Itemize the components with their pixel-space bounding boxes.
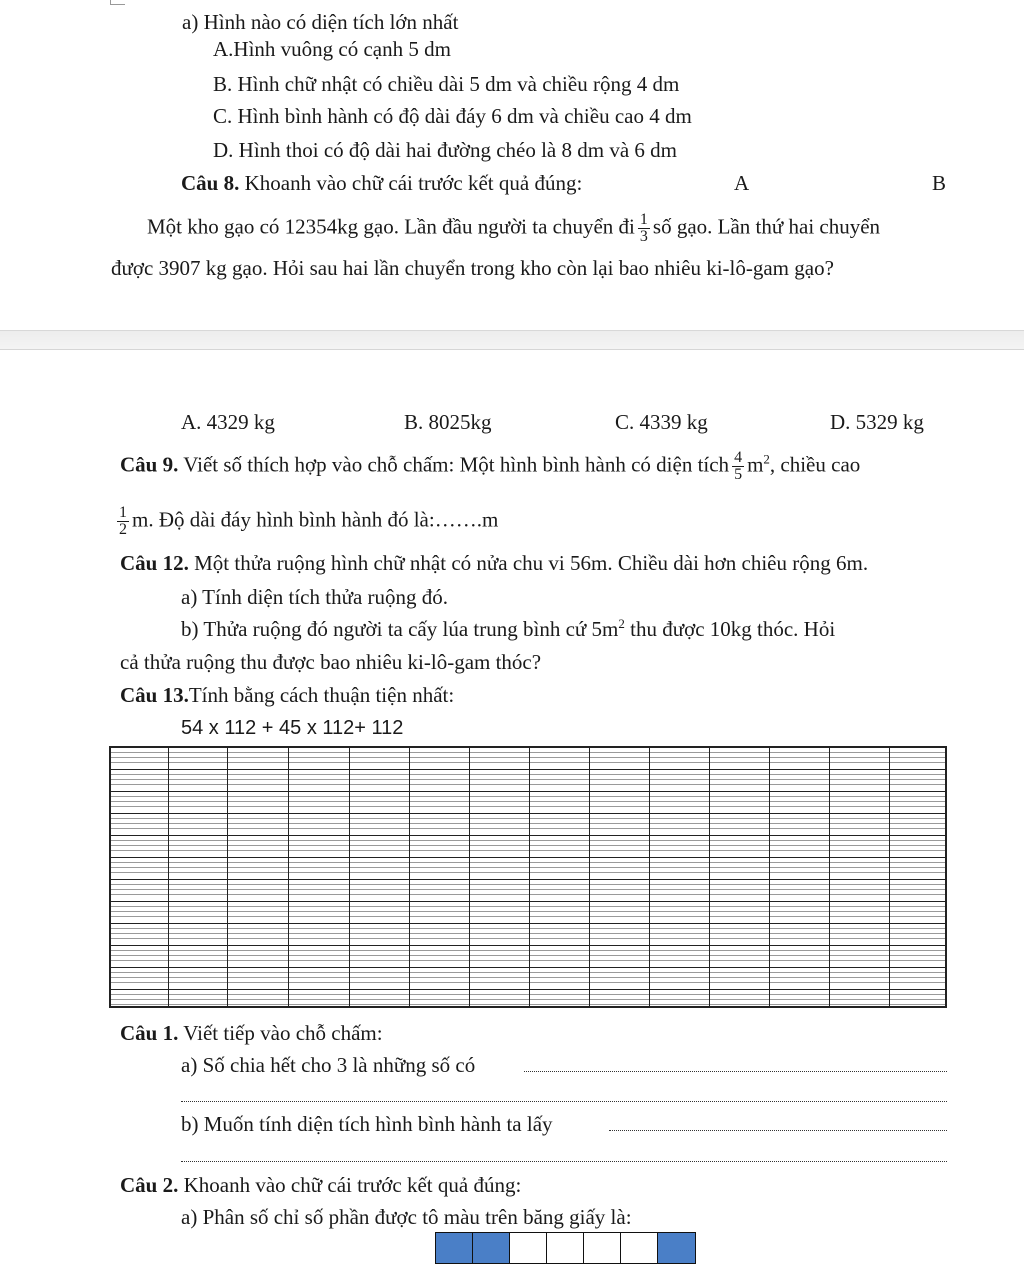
q12-part-b-line xyxy=(181,617,835,641)
q9-text-3: m. Độ dài đáy hình bình hành đó là:…….m xyxy=(132,507,499,532)
q1-line xyxy=(120,1021,383,1045)
q2-label: Câu 2. xyxy=(120,1173,179,1197)
writing-grid xyxy=(109,746,947,1008)
q8-option-a: A. 4329 kg xyxy=(181,410,275,434)
q9-label: Câu 9. xyxy=(120,452,179,477)
q8-side-b: B xyxy=(932,171,947,195)
q7a-prompt: a) Hình nào có diện tích lớn nhất xyxy=(182,10,459,34)
q7a-option-b: B. Hình chữ nhật có chiều dài 5 dm và chiều rộng 4 dm xyxy=(213,72,680,96)
q1-part-b-answer-line-2[interactable] xyxy=(181,1161,947,1162)
grid-column-line xyxy=(889,748,890,1006)
q2-part-a: a) Phân số chỉ số phần được tô màu trên băng giấy là: xyxy=(181,1205,632,1229)
q9-area-exp: 2 xyxy=(763,451,770,467)
q1-label: Câu 1. xyxy=(120,1021,179,1045)
q1-part-b: b) Muốn tính diện tích hình bình hành ta lấy xyxy=(181,1112,553,1136)
grid-column-line xyxy=(349,748,350,1006)
q9-area-unit: m xyxy=(747,452,764,477)
q1-part-a-answer-line[interactable] xyxy=(524,1071,947,1072)
grid-column-line xyxy=(589,748,590,1006)
corner-mark xyxy=(110,0,125,5)
q7a-option-a: A.Hình vuông có cạnh 5 dm xyxy=(213,37,451,61)
strip-cell xyxy=(436,1233,473,1263)
q1-part-a: a) Số chia hết cho 3 là những số có xyxy=(181,1053,476,1077)
q12-part-b-2: thu được 10kg thóc. Hỏi xyxy=(624,617,836,641)
q12-label: Câu 12. xyxy=(120,551,189,575)
q12-part-b-exp: 2 xyxy=(618,616,625,631)
page-break xyxy=(0,331,1024,350)
q8-instruction: Khoanh vào chữ cái trước kết quả đúng: xyxy=(244,171,583,195)
grid-column-line xyxy=(168,748,169,1006)
strip-cell xyxy=(510,1233,547,1263)
strip-cell xyxy=(584,1233,621,1263)
q8-option-c: C. 4339 kg xyxy=(615,410,708,434)
q8-text-1: Một kho gạo có 12354kg gạo. Lần đầu người ta chuyển đi xyxy=(147,214,635,239)
q8-label: Câu 8. xyxy=(181,171,240,195)
q1-part-b-answer-line[interactable] xyxy=(609,1130,947,1131)
q12-part-b-3: cả thửa ruộng thu được bao nhiêu ki-lô-gam thóc? xyxy=(120,650,542,674)
q1-part-a-answer-line-2[interactable] xyxy=(181,1101,947,1102)
q9-area-fraction xyxy=(732,450,744,483)
grid-column-line xyxy=(409,748,410,1006)
q12-part-b-1: b) Thửa ruộng đó người ta cấy lúa trung bình cứ 5m xyxy=(181,617,619,641)
grid-column-line xyxy=(649,748,650,1006)
q9-line-1 xyxy=(120,450,860,483)
q8-text-3: được 3907 kg gạo. Hỏi sau hai lần chuyển trong kho còn lại bao nhiêu ki-lô-gam gạo? xyxy=(111,256,834,280)
q8-option-b: B. 8025kg xyxy=(404,410,492,434)
grid-column-line xyxy=(709,748,710,1006)
q8-option-d: D. 5329 kg xyxy=(830,410,924,434)
q13-text: Tính bằng cách thuận tiện nhất: xyxy=(188,683,455,707)
q8-frac-den: 3 xyxy=(639,228,648,245)
q8-frac-num: 1 xyxy=(639,211,648,228)
strip-cell xyxy=(473,1233,510,1263)
q9-area-den: 5 xyxy=(734,466,743,483)
q13-line xyxy=(120,683,454,707)
strip-cell xyxy=(547,1233,584,1263)
q2-text: Khoanh vào chữ cái trước kết quả đúng: xyxy=(183,1173,522,1197)
q12-text: Một thửa ruộng hình chữ nhật có nửa chu vi 56m. Chiều dài hơn chiêu rộng 6m. xyxy=(194,551,869,575)
q8-fraction xyxy=(638,212,650,245)
strip-cell xyxy=(658,1233,695,1263)
grid-column-line xyxy=(769,748,770,1006)
grid-column-line xyxy=(288,748,289,1006)
q8-text-line-1 xyxy=(147,212,880,245)
q13-expression: 54 x 112 + 45 x 112+ 112 xyxy=(181,717,404,739)
page-top xyxy=(0,0,1024,331)
q7a-option-d: D. Hình thoi có độ dài hai đường chéo là 8 dm và 6 dm xyxy=(213,138,677,162)
q9-text-1: Viết số thích hợp vào chỗ chấm: Một hình bình hành có diện tích xyxy=(183,452,730,477)
q9-height-num: 1 xyxy=(119,504,127,521)
q8-side-a: A xyxy=(734,171,750,195)
q9-text-2: , chiều cao xyxy=(769,452,861,477)
grid-column-line xyxy=(227,748,228,1006)
q1-text: Viết tiếp vào chỗ chấm: xyxy=(183,1021,383,1045)
q9-area-num: 4 xyxy=(734,449,743,466)
grid-column-line xyxy=(529,748,530,1006)
q9-line-2 xyxy=(117,505,498,538)
grid-column-line xyxy=(829,748,830,1006)
q2-line xyxy=(120,1173,521,1197)
q9-height-fraction xyxy=(117,505,129,538)
paper-strip xyxy=(435,1232,696,1264)
q12-part-a: a) Tính diện tích thửa ruộng đó. xyxy=(181,585,449,609)
q7a-option-c: C. Hình bình hành có độ dài đáy 6 dm và chiều cao 4 dm xyxy=(213,104,692,128)
q9-height-den: 2 xyxy=(119,521,127,538)
strip-cell xyxy=(621,1233,658,1263)
q12-line-1 xyxy=(120,551,868,575)
q8-text-2: số gạo. Lần thứ hai chuyển xyxy=(652,214,881,239)
q13-label: Câu 13. xyxy=(120,683,189,707)
grid-column-line xyxy=(469,748,470,1006)
q8-heading xyxy=(181,171,582,195)
